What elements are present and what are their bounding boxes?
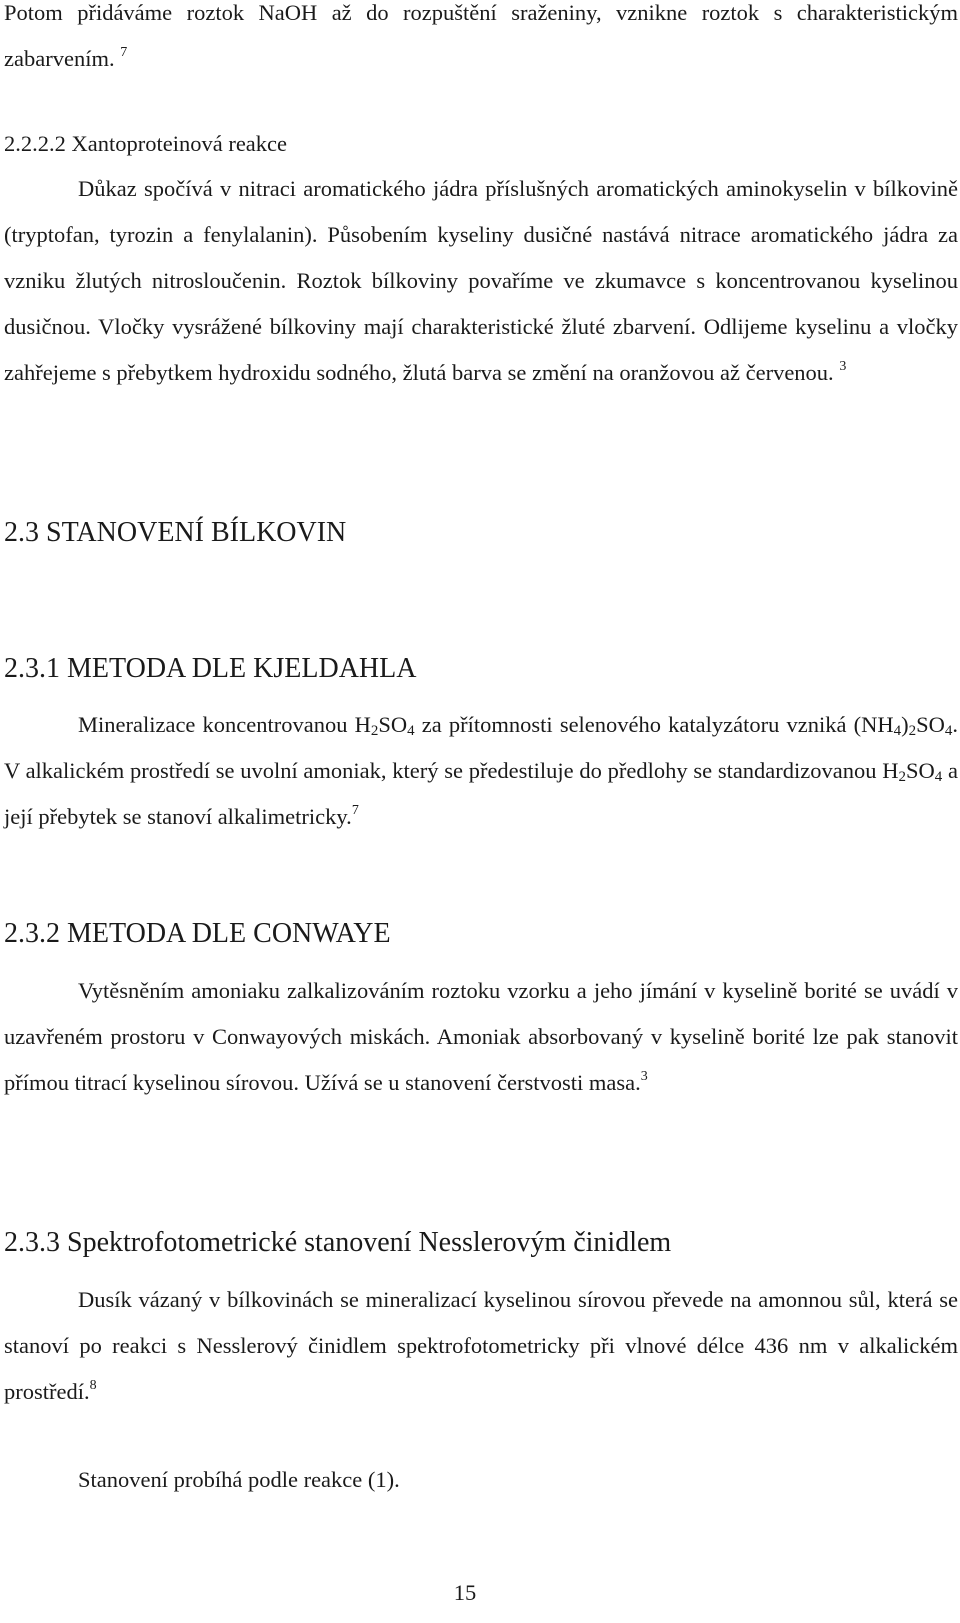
footnote-ref: 3 (640, 1069, 648, 1084)
kjeldahl-text: . V alkalickém prostředí se uvolní amoniak, který se předestiluje do předlohy se standardizovanou H (4, 712, 958, 783)
subscript: 4 (944, 723, 953, 739)
nessler-text: Dusík vázaný v bílkovinách se mineralizací kyselinou sírovou převede na amonnou sůl, která se stanoví po reakci s Nesslerový činidlem spektrofotometricky při vlnové délce 436 nm v alkalickém prostředí. (4, 1287, 958, 1404)
subscript: 2 (370, 723, 379, 739)
footnote-ref: 7 (351, 803, 359, 818)
intro-paragraph (4, 0, 958, 82)
footnote-ref: 8 (89, 1378, 97, 1393)
conway-paragraph (4, 968, 958, 1106)
kjeldahl-text: za přítomnosti selenového katalyzátoru vzniká (NH (414, 712, 894, 737)
section-heading-2-3: 2.3 STANOVENÍ BÍLKOVIN (4, 517, 347, 548)
kjeldahl-text: a její přebytek se stanoví alkalimetricky. (4, 758, 958, 829)
kjeldahl-text: SO (906, 758, 935, 783)
footnote-ref: 3 (839, 359, 847, 374)
conway-text: Vytěsněním amoniaku zalkalizováním roztoku vzorku a jeho jímání v kyselině borité se uvádí v uzavřeném prostoru v Conwayových miskách. Amoniak absorbovaný v kyselině borité lze pak stanovit přímou titrací kyselinou sírovou. Užívá se u stanovení čerstvosti masa. (4, 978, 958, 1095)
subscript: 2 (908, 723, 917, 739)
kjeldahl-paragraph (4, 702, 958, 840)
nessler-paragraph (4, 1277, 958, 1415)
section-heading-2-3-1: 2.3.1 METODA DLE KJELDAHLA (4, 653, 417, 684)
page-number: 15 (453, 1580, 477, 1605)
section-heading-2-3-3: 2.3.3 Spektrofotometrické stanovení Nesslerovým činidlem (4, 1227, 672, 1258)
intro-text: Potom přidáváme roztok NaOH až do rozpuštění sraženiny, vznikne roztok s charakteristickým zabarvením. (4, 0, 958, 71)
closing-paragraph: Stanovení probíhá podle reakce (1). (78, 1467, 400, 1492)
section-heading-2-2-2-2: 2.2.2.2 Xantoproteinová reakce (4, 131, 288, 156)
subscript: 4 (407, 723, 415, 739)
section-heading-2-3-2: 2.3.2 METODA DLE CONWAYE (4, 918, 391, 949)
subscript: 2 (898, 769, 906, 785)
xantoprotein-paragraph (4, 166, 958, 396)
kjeldahl-text: ) (901, 712, 909, 737)
subscript: 4 (893, 723, 902, 739)
subscript: 4 (934, 769, 943, 785)
xantoprotein-sentence-2: Působením kyseliny dusičné nastává nitrace aromatického jádra za vzniku žlutých nitrosloučenin. Roztok bílkoviny povaříme ve zkumavce s koncentrovanou kyselinou dusičnou. Vločky vysrážené bílkoviny mají charakteristické žluté zbarvení. Odlijeme kyselinu a vločky zahřejeme s přebytkem hydroxidu sodného, žlutá barva se změní na oranžovou až červenou. (4, 222, 958, 385)
footnote-ref: 7 (120, 45, 128, 60)
xantoprotein-sentence-1: Důkaz spočívá v nitraci aromatického jádra příslušných aromatických aminokyselin v bílkovině (tryptofan, tyrozin a fenylalanin). (4, 176, 958, 247)
kjeldahl-text: SO (916, 712, 945, 737)
kjeldahl-text: Mineralizace koncentrovanou H (78, 712, 371, 737)
kjeldahl-text: SO (378, 712, 408, 737)
